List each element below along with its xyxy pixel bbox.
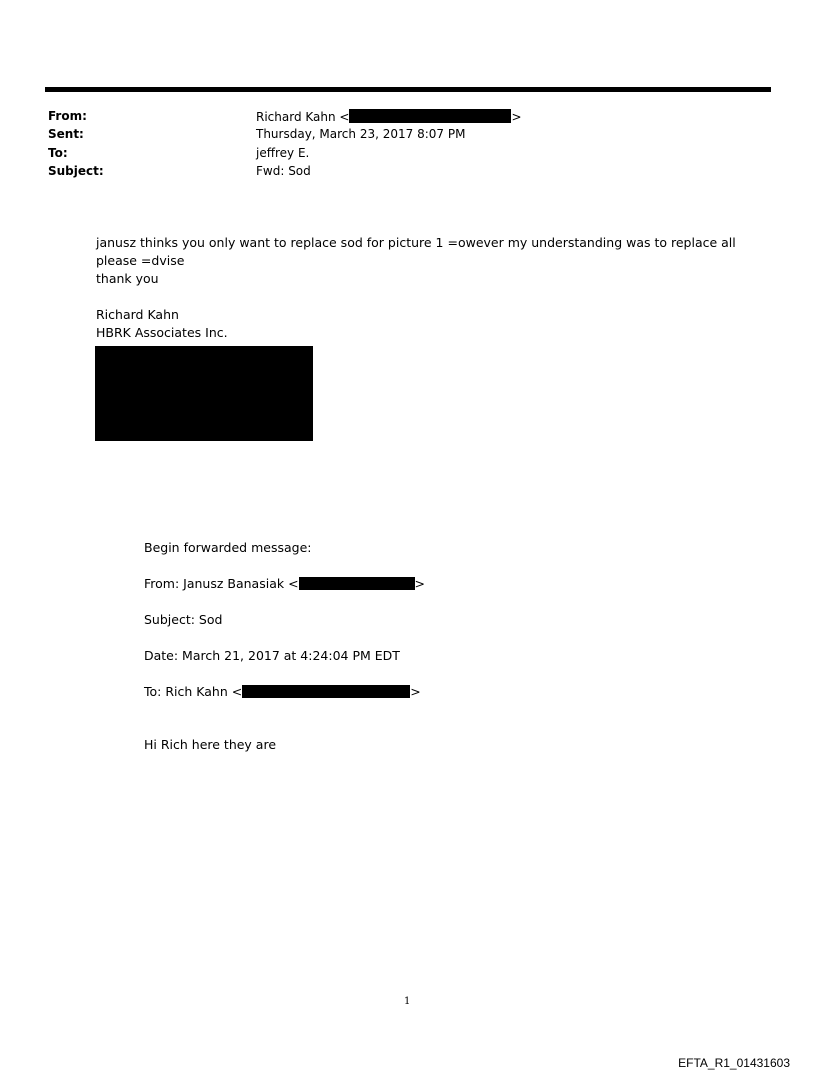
from-tail: > [511,110,522,124]
document-id: EFTA_R1_01431603 [678,1056,790,1070]
subject-value: Fwd: Sod [256,164,311,178]
to-value: jeffrey E. [256,146,310,160]
sent-label: Sent: [48,127,84,141]
from-name: Richard Kahn < [256,110,350,124]
signature-redaction-block [95,346,313,441]
subject-label: Subject: [48,164,104,178]
forward-to [144,684,421,699]
redaction-block [242,685,410,698]
redaction-block [349,109,511,123]
signature-company: HBRK Associates Inc. [96,325,228,340]
body-line-3: thank you [96,271,159,286]
forward-from-tail: > [414,576,426,591]
from-label: From: [48,109,87,123]
body-line-1: janusz thinks you only want to replace sod for picture 1 =owever my understanding was to replace all [96,235,736,250]
redaction-block [299,577,415,590]
forward-to-tail: > [410,684,421,699]
page-number: 1 [404,996,411,1007]
sent-value: Thursday, March 23, 2017 8:07 PM [256,127,466,141]
forward-intro: Begin forwarded message: [144,540,312,555]
to-label: To: [48,146,68,160]
forward-message-text: Hi Rich here they are [144,737,277,752]
forward-from-name: From: Janusz Banasiak < [144,576,299,591]
forward-to-name: To: Rich Kahn < [144,684,243,699]
forward-from [144,576,425,591]
body-line-2: please =dvise [96,253,185,268]
from-value [256,109,522,124]
forward-date: Date: March 21, 2017 at 4:24:04 PM EDT [144,648,400,663]
signature-name: Richard Kahn [96,307,179,322]
header-divider [45,87,771,92]
forward-subject: Subject: Sod [144,612,223,627]
